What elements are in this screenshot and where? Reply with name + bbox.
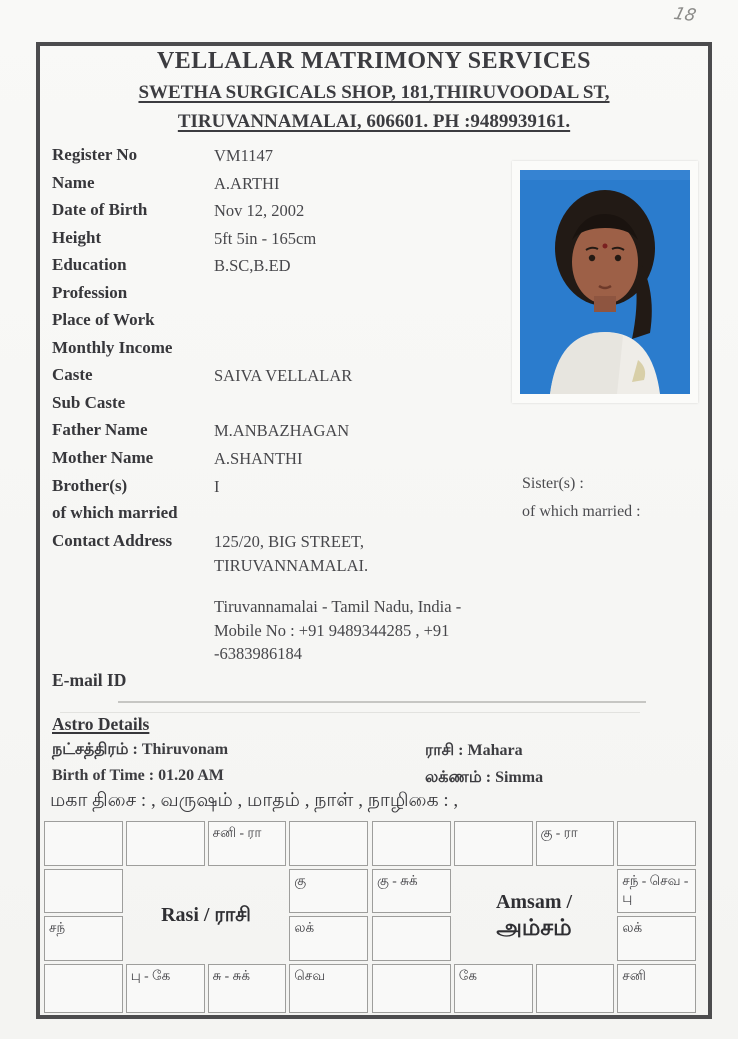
- field-value: [214, 310, 517, 311]
- dasa-line: மகா திசை : , வருஷம் , மாதம் , நாள் , நாழிகை : ,: [50, 790, 459, 811]
- field-row-contact-address: [52, 531, 517, 576]
- birth-time-line: Birth of Time : 01.20 AM: [52, 767, 224, 784]
- field-row-monthly-income: [52, 338, 517, 366]
- field-value: 5ft 5in - 165cm: [214, 228, 317, 248]
- rasi-cell: செவ: [289, 964, 368, 1013]
- field-row-brothers: [52, 476, 517, 504]
- rasi-cell: [44, 821, 123, 866]
- field-label: of which married: [52, 503, 178, 523]
- amsam-chart-title: [454, 869, 615, 961]
- field-label: Place of Work: [52, 310, 155, 330]
- amsam-cell: கு - சுக்: [372, 869, 451, 913]
- sisters-label: Sister(s) :: [522, 475, 584, 492]
- rasi-cell: [126, 821, 205, 866]
- amsam-cell: [617, 821, 696, 866]
- rasi-chart: [44, 821, 368, 1011]
- field-value: VM1147: [214, 146, 273, 165]
- rasi-cell: லக்: [289, 916, 368, 961]
- amsam-chart: [372, 821, 696, 1011]
- field-label: Education: [52, 255, 127, 275]
- amsam-cell: சந் - செவ - பு: [617, 869, 696, 913]
- biodata-fields: [52, 145, 517, 576]
- email-id-label: E-mail ID: [52, 670, 127, 690]
- nakshatra-line: நட்சத்திரம் : Thiruvonam: [52, 741, 229, 758]
- amsam-cell: [372, 916, 451, 961]
- handwritten-page-number: 18: [671, 4, 699, 26]
- rasi-cell: பு - கே: [126, 964, 205, 1013]
- lagnam-line: லக்ணம் : Simma: [425, 769, 544, 786]
- contact-mobile-line: Mobile No : +91 9489344285 , +91: [214, 620, 450, 640]
- amsam-cell: [372, 821, 451, 866]
- amsam-title-line1: Amsam /: [495, 891, 573, 913]
- rasi-line: ராசி : Mahara: [425, 742, 523, 759]
- field-label: Brother(s): [52, 475, 128, 495]
- amsam-title-line2: அம்சம்: [496, 915, 572, 940]
- field-value: [214, 338, 517, 339]
- field-row-mother-name: [52, 448, 517, 476]
- field-row-father-name: [52, 420, 517, 448]
- org-address-line2: TIRUVANNAMALAI, 606601. PH :9489939161.: [177, 111, 571, 132]
- contact-mobile-line2: -6383986184: [214, 644, 302, 663]
- field-value: I: [214, 476, 220, 496]
- field-value: [214, 283, 517, 284]
- field-value: SAIVA VELLALAR: [214, 366, 353, 386]
- field-row-sub-caste: [52, 393, 517, 421]
- org-title: VELLALAR MATRIMONY SERVICES: [156, 48, 592, 74]
- org-address-line1: SWETHA SURGICALS SHOP, 181,THIRUVOODAL ST,: [138, 82, 610, 103]
- sisters-married-label: of which married :: [522, 502, 641, 520]
- field-value: M.ANBAZHAGAN: [214, 421, 350, 441]
- rasi-cell: சந்: [44, 916, 123, 961]
- field-label: Register No: [52, 145, 138, 164]
- amsam-cell: சனி: [617, 964, 696, 1013]
- rasi-chart-title: Rasi / ராசி: [161, 904, 251, 926]
- field-label: Mother Name: [52, 448, 154, 468]
- field-value: B.SC,B.ED: [214, 256, 291, 276]
- amsam-cell: கு - ரா: [536, 821, 615, 866]
- address-line1: 125/20, BIG STREET,: [214, 531, 365, 551]
- amsam-cell: [372, 964, 451, 1013]
- rasi-cell: சு - சுக்: [208, 964, 287, 1013]
- section-divider: [60, 712, 640, 713]
- field-label: Caste: [52, 365, 93, 385]
- address-line2: TIRUVANNAMALAI.: [214, 555, 369, 575]
- field-label: Sub Caste: [52, 392, 126, 412]
- portrait-illustration: [520, 170, 690, 394]
- field-label: Monthly Income: [52, 337, 173, 357]
- field-label: Name: [52, 172, 95, 192]
- rasi-cell: [289, 821, 368, 866]
- sisters-block: [522, 470, 641, 525]
- amsam-cell: [536, 964, 615, 1013]
- contact-extra-block: [214, 595, 461, 666]
- field-label: Contact Address: [52, 530, 173, 550]
- field-value: A.ARTHI: [214, 173, 280, 193]
- rasi-cell: [44, 964, 123, 1013]
- profile-photo: [520, 170, 690, 394]
- contact-city-line: Tiruvannamalai - Tamil Nadu, India -: [214, 597, 462, 616]
- field-row-register-no: [52, 145, 517, 173]
- field-label: Profession: [52, 282, 128, 302]
- amsam-cell: [454, 821, 533, 866]
- amsam-cell: லக்: [617, 916, 696, 961]
- field-label: Father Name: [52, 420, 148, 440]
- rasi-cell: கு: [289, 869, 368, 913]
- field-row-place-of-work: [52, 310, 517, 338]
- field-value: Nov 12, 2002: [214, 201, 305, 221]
- field-row-caste: [52, 365, 517, 393]
- field-value: [214, 393, 517, 394]
- rasi-cell: சனி - ரா: [208, 821, 287, 866]
- field-row-height: [52, 228, 517, 256]
- email-underline: [118, 701, 646, 703]
- amsam-cell: கே: [454, 964, 533, 1013]
- astro-details-heading: Astro Details: [52, 714, 150, 734]
- field-value: A.SHANTHI: [214, 449, 303, 469]
- document-header: [40, 48, 708, 133]
- field-label: Date of Birth: [52, 200, 148, 220]
- field-row-name: [52, 173, 517, 201]
- rasi-cell: [44, 869, 123, 913]
- profile-photo-frame: [512, 161, 698, 403]
- field-row-education: [52, 255, 517, 283]
- field-label: Height: [52, 227, 102, 247]
- field-row-dob: [52, 200, 517, 228]
- field-value: [214, 503, 517, 504]
- field-row-profession: [52, 283, 517, 311]
- field-row-of-which-married: [52, 503, 517, 531]
- field-value: [214, 531, 517, 576]
